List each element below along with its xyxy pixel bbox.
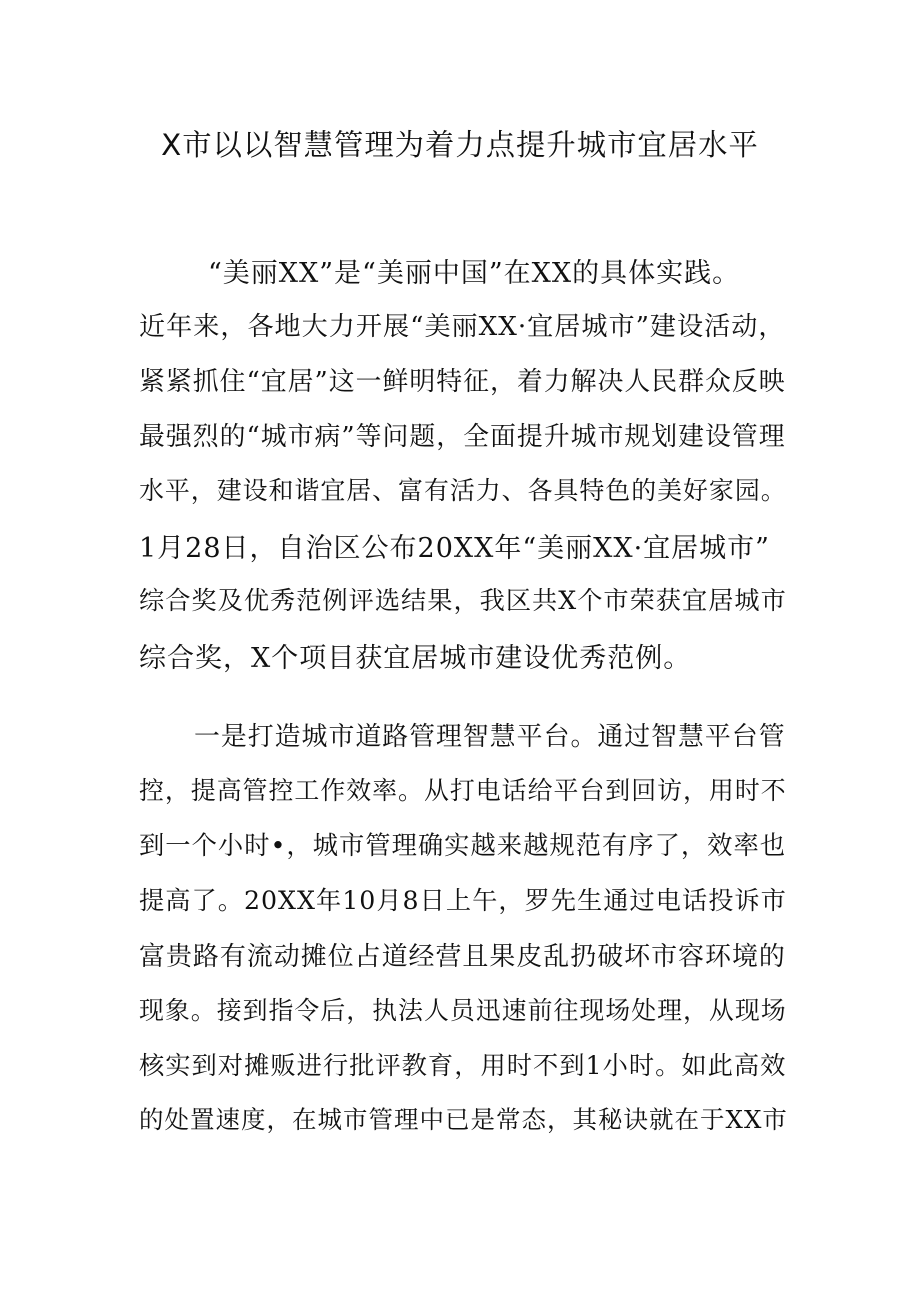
paragraph-line: 1月28日，自治区公布20XX年“美丽XX·宜居城市” <box>139 533 770 564</box>
paragraph-line: 控，提高管控工作效率。从打电话给平台到回访，用时不 <box>139 776 787 805</box>
document-title: X市以以智慧管理为着力点提升城市宜居水平 <box>161 128 759 162</box>
paragraph-line: 现象。接到指令后，执法人员迅速前往现场处理，从现场 <box>139 996 787 1025</box>
paragraph-line: 最强烈的“城市病”等问题，全面提升城市规划建设管理 <box>139 422 786 452</box>
paragraph-line: 的处置速度，在城市管理中已是常态，其秘诀就在于XX市 <box>139 1105 788 1134</box>
paragraph-line: 紧紧抓住“宜居”这一鲜明特征，着力解决人民群众反映 <box>139 367 786 397</box>
paragraph-line: 富贵路有流动摊位占道经营且果皮乱扔破坏市容环境的 <box>139 942 786 972</box>
paragraph-line: 水平，建设和谐宜居、富有活力、各具特色的美好家园。 <box>139 476 787 505</box>
paragraph-line: 综合奖，X个项目获宜居城市建设优秀范例。 <box>139 643 692 674</box>
paragraph-line: 综合奖及优秀范例评选结果，我区共X个市荣获宜居城市 <box>139 586 787 615</box>
paragraph-line: 核实到对摊贩进行批评教育，用时不到1小时。如此高效 <box>139 1051 787 1080</box>
paragraph-line: 一是打造城市道路管理智慧平台。通过智慧平台管 <box>194 722 786 752</box>
paragraph-line: 到一个小时•，城市管理确实越来越规范有序了，效率也 <box>139 831 787 860</box>
paragraph-line: “美丽XX”是“美丽中国”在XX的具体实践。 <box>208 258 741 289</box>
paragraph-line: 近年来，各地大力开展“美丽XX·宜居城市”建设活动， <box>139 312 786 342</box>
paragraph-line: 提高了。20XX年10月8日上午，罗先生通过电话投诉市 <box>139 886 787 915</box>
